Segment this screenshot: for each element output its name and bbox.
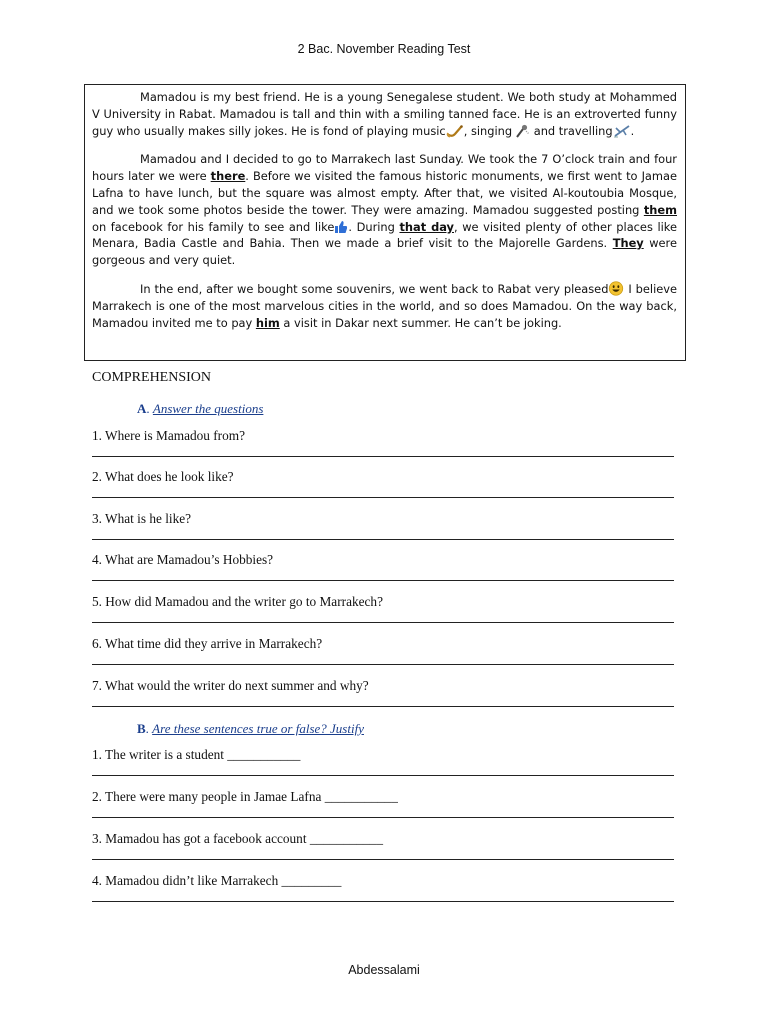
question-b3: 3. Mamadou has got a facebook account ___________	[92, 831, 383, 846]
passage-paragraph-2: Mamadou and I decided to go to Marrakech last Sunday. We took the 7 O’clock train and four hours later we were there. Before we visited the famous historic monuments, we first went to Jamae Lafna to have lunch, but the square was almost empty. After that, we visited Al-koutoubia Mosque, and we took some photos beside the tower. They were amazing. Mamadou suggested posting them on facebook for his family to see and like . During that day, we visited plenty of other places like Menara, Badia Castle and Bahia. Then we made a brief visit to the Majorelle Gardens. They were gorgeous and very quiet.	[92, 152, 677, 268]
saxophone-icon	[446, 124, 464, 138]
question-a7: 7. What would the writer do next summer and why?	[92, 678, 369, 693]
author-footer: Abdessalami	[348, 963, 420, 977]
reading-passage	[84, 84, 686, 361]
answer-line[interactable]	[92, 901, 674, 902]
answer-line[interactable]	[92, 706, 674, 707]
answer-line[interactable]	[92, 497, 674, 498]
question-a6: 6. What time did they arrive in Marrakech?	[92, 636, 323, 651]
airplane-icon	[613, 124, 631, 138]
answer-line[interactable]	[92, 580, 674, 581]
answer-line[interactable]	[92, 775, 674, 776]
reference-word-they: They	[612, 236, 644, 251]
question-a5: 5. How did Mamadou and the writer go to Marrakech?	[92, 594, 383, 609]
section-a-heading: A. Answer the questions	[137, 401, 264, 416]
answer-line[interactable]	[92, 539, 674, 540]
reference-word-him: him	[255, 315, 280, 330]
answer-line[interactable]	[92, 817, 674, 818]
microphone-icon	[512, 124, 530, 138]
question-b2: 2. There were many people in Jamae Lafna ___________	[92, 789, 398, 804]
passage-paragraph-1: Mamadou is my best friend. He is a young Senegalese student. We both study at Mohammed V University in Rabat. Mamadou is tall and thin with a smiling tanned face. He is an extroverted funny guy who usually makes silly jokes. He is fond of playing music , singing and travelling .	[92, 90, 677, 138]
answer-line[interactable]	[92, 456, 674, 457]
thumbs-up-icon	[334, 220, 348, 234]
smiley-icon	[608, 281, 624, 296]
question-a1: 1. Where is Mamadou from?	[92, 428, 245, 443]
answer-line[interactable]	[92, 622, 674, 623]
question-a4: 4. What are Mamadou’s Hobbies?	[92, 552, 274, 567]
passage-paragraph-3: In the end, after we bought some souvenirs, we went back to Rabat very pleased I believe Marrakech is one of the most marvelous cities in the world, and so does Mamadou. On the way back, Mamadou invited me to pay him a visit in Dakar next summer. He can’t be joking.	[92, 281, 677, 330]
question-b4: 4. Mamadou didn’t like Marrakech _________	[92, 873, 342, 888]
reference-word-them: them	[643, 202, 677, 217]
answer-line[interactable]	[92, 859, 674, 860]
question-a2: 2. What does he look like?	[92, 469, 234, 484]
page-title: 2 Bac. November Reading Test	[297, 42, 471, 56]
question-b1: 1. The writer is a student ___________	[92, 747, 301, 762]
comprehension-heading: COMPREHENSION	[92, 370, 212, 385]
question-a3: 3. What is he like?	[92, 511, 192, 526]
answer-line[interactable]	[92, 664, 674, 665]
reference-word-that-day: that day	[399, 219, 454, 234]
reference-word-there: there	[210, 169, 246, 184]
section-b-heading: B. Are these sentences true or false? Justify	[137, 721, 364, 736]
